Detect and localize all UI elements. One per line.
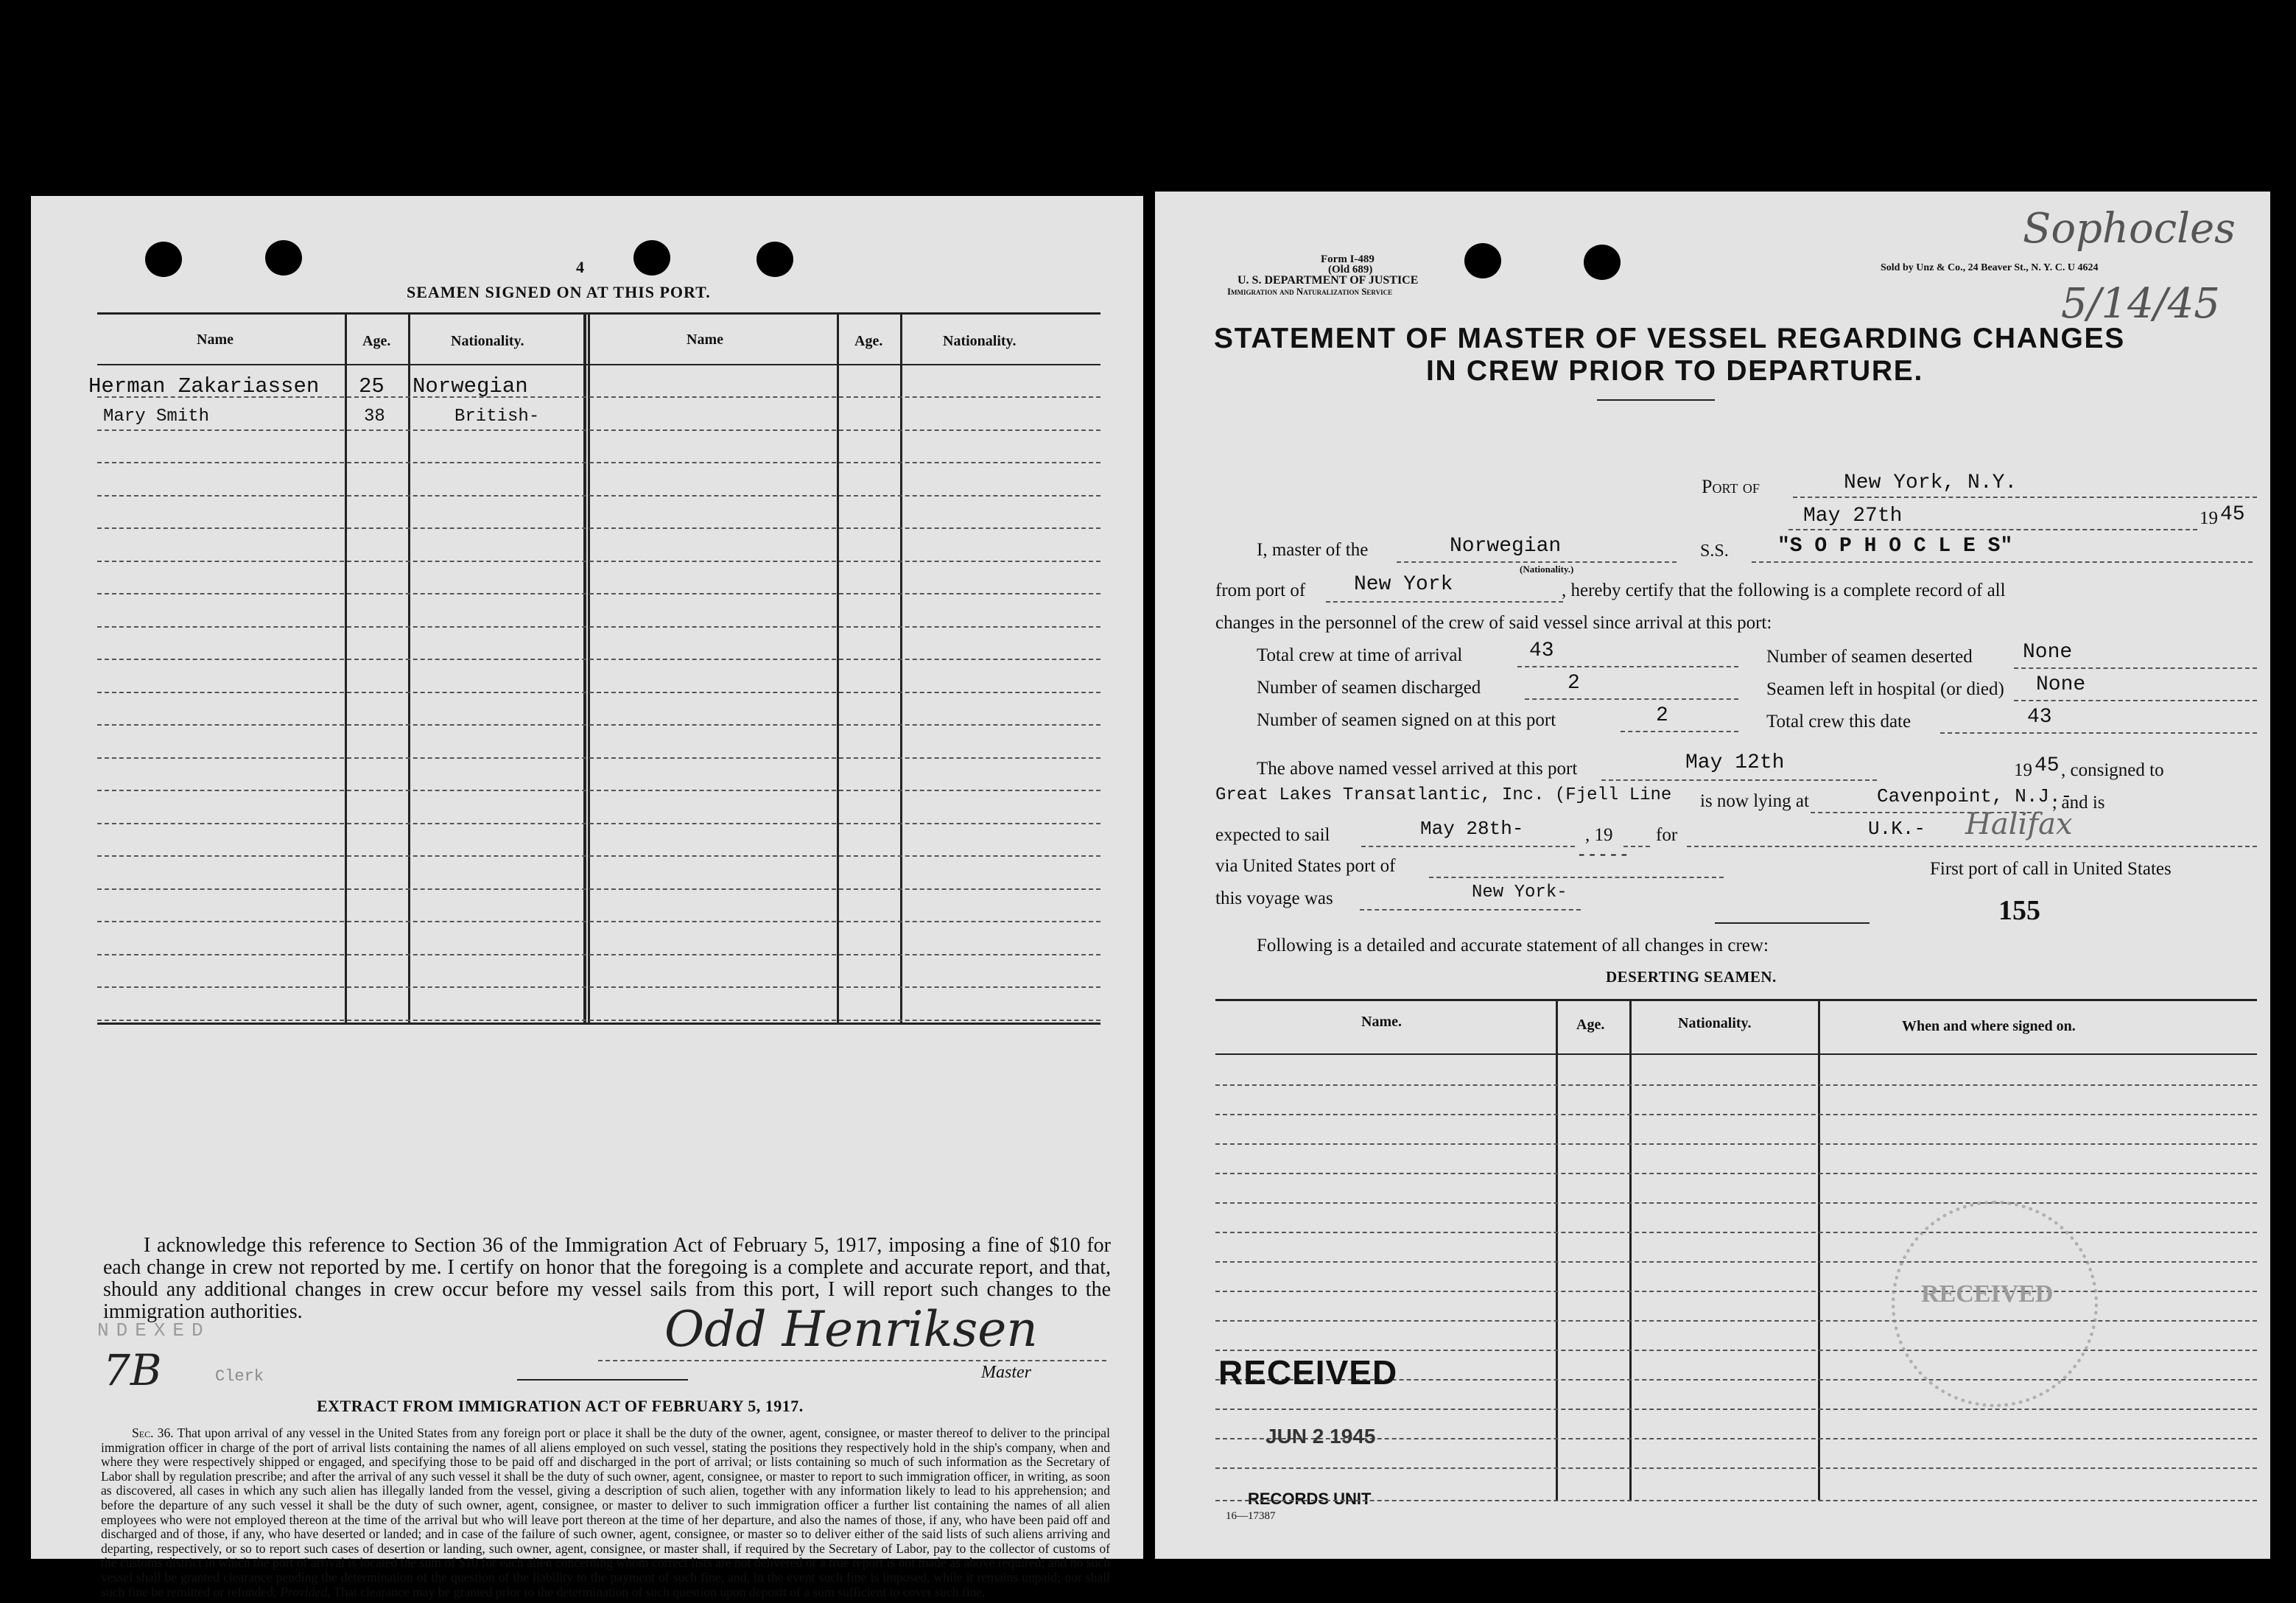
punch-hole [633,240,670,276]
column-divider [1629,1000,1632,1500]
received-date: JUN 2 1945 [1265,1425,1376,1448]
via-value: ----- [1576,846,1630,866]
acknowledgement-text: I acknowledge this reference to Section 36 of the Immigration Act of February 5, 1917, imposing a fine of $10 for each change in crew not reported by me. I certify on honor that the foregoing is a complete and accurate report, and that, should any additional changes in crew occur before my vessel sails from this port, I will report such changes to the immigration authorities. [103,1234,1111,1323]
column-divider [1556,1000,1558,1500]
punch-hole [756,242,793,277]
field-line [1429,877,1724,878]
field-line [1687,846,2257,847]
first-port-label: First port of call in United States [1930,859,2172,879]
column-divider [588,314,590,1023]
handwritten-vessel-name: Sophocles [2023,205,2236,253]
punch-hole [1584,245,1621,280]
table-top-rule [1215,999,2257,1001]
table-row-nationality: British- [454,407,540,427]
punch-hole [145,242,182,277]
row-rule [97,724,1100,726]
column-divider [583,314,586,1023]
round-stamp-text: RECEIVED [1921,1280,2054,1308]
column-header-age: Age. [362,333,391,349]
arrived-year: 45 [2035,754,2060,777]
arrived-label: The above named vessel arrived at this port [1257,759,1578,779]
form-old-number: (Old 689) [1328,264,1373,276]
divider [1715,922,1870,924]
field-line [2014,667,2257,669]
field-line [1525,698,1738,700]
row-rule [1215,1173,2257,1174]
row-rule [97,561,1100,562]
row-rule [97,823,1100,824]
table-row-name: Mary Smith [103,407,210,427]
section-body: That upon arrival of any vessel in the United States from any foreign port or place it shall be the duty of the owner, agent, consignee, or master thereof to deliver to the principal immigration officer in charge of the port of arrival lists containing the names of all aliens employed on such vessel, stating the positions they respectively hold in the ship's company, when and where they were respectively shipped or engaged, and specifying those to be paid off and discharged in the port of arrival; or lists containing so much of such information as the Secretary of Labor shall by regulation prescribe; and after the arrival of any such vessel it shall be the duty of such owner, agent, consignee, or master to report to such immigration officer, in writing, as soon as discovered, all cases in which any such alien has illegally landed from the vessel, giving a description of such alien, together with any information likely to lead to his apprehension; and before the departure of any such vessel it shall be the duty of such owner, agent, consignee, or master to deliver to such immigration officer a further list containing the names of all alien employees who were not employed thereon at the time of the arrival but who will leave port thereon at the time of her departure, and also the names of those, if any, who have been paid off and discharged and of those, if any, who have deserted or landed; and in case of the failure of such owner, agent, consignee, or master so to deliver either of the said lists of such aliens arriving and departing, respectively, or so to report such cases of desertion or landing, such owner, agent, consignee, or master shall, if required by the Secretary of Labor, pay to the collector of customs of the customs district in which the port of arrival is located the sum of $10 for each alien concerning whom correct lists are not delivered or a true report is not made as above required; and no such vessel shall be granted clearance pending the determination of the question of the liability to the payment of such fine, and, in the event such fine is imposed, while it remains unpaid; nor shall such fine be remitted or refunded; [101,1425,1110,1599]
printer-imprint: Sold by Unz & Co., 24 Beaver St., N. Y. C. U 4624 [1881,262,2099,273]
row-rule [1215,1409,2257,1410]
total-crew-date-label: Total crew this date [1766,712,1911,732]
table-bottom-rule [97,1023,1100,1025]
port-value: New York, N.Y. [1844,471,2018,494]
following-text: Following is a detailed and accurate statement of all changes in crew: [1257,936,1769,955]
department-name: U. S. DEPARTMENT OF JUSTICE [1237,274,1419,287]
voyage-label: this voyage was [1215,888,1333,908]
master-label: Master [981,1363,1031,1382]
column-header-age: Age. [1576,1017,1605,1033]
row-rule [97,429,1100,431]
row-rule [1215,1350,2257,1351]
hospital-label: Seamen left in hospital (or died) [1766,679,2004,699]
row-rule [1215,1202,2257,1204]
file-number: 155 [1998,895,2040,926]
table-row-age: 25 [359,374,385,399]
column-header-nationality: Nationality. [451,333,524,349]
row-rule [97,1020,1100,1021]
table-top-rule [97,312,1100,315]
table-header-rule [97,364,1100,365]
field-line [1621,731,1738,732]
voyage-value: New York- [1472,883,1567,902]
nationality-value: Norwegian [1450,535,1562,558]
discharged-label: Number of seamen discharged [1257,678,1481,698]
consigned-label: , consigned to [2061,760,2164,780]
form-title-line2: IN CREW PRIOR TO DEPARTURE. [1426,355,1923,387]
form-title-line1: STATEMENT OF MASTER OF VESSEL REGARDING CHANGES [1214,323,2125,354]
provided-label: Provided, [280,1584,331,1599]
row-rule [97,954,1100,955]
total-crew-date-value: 43 [2027,706,2052,729]
from-port-value: New York [1354,573,1453,596]
signature-line [598,1360,1106,1361]
column-divider [900,314,902,1023]
comma-year-label: , 19 [1585,825,1613,845]
row-rule [97,527,1100,529]
row-rule [97,790,1100,791]
row-rule [1215,1261,2257,1263]
hospital-value: None [2036,673,2086,696]
punch-hole [265,240,302,276]
row-rule [97,593,1100,594]
column-header-name: Name [197,332,234,348]
row-rule [1215,1143,2257,1145]
certify-text: , hereby certify that the following is a complete record of all [1562,580,2006,600]
column-header-name: Name. [1361,1014,1402,1030]
total-crew-arrival-value: 43 [1529,639,1554,662]
from-port-field-line [1326,601,1563,603]
signed-on-value: 2 [1656,704,1668,727]
field-line [1517,666,1738,667]
title-rule [1597,399,1715,401]
right-page [1155,192,2270,1559]
column-divider [837,314,839,1023]
master-signature: Odd Henriksen [664,1301,1038,1358]
row-rule [97,626,1100,628]
total-crew-arrival-label: Total crew at time of arrival [1257,645,1463,665]
date-field-line [1788,529,2197,530]
for-handwritten: Halifax [1965,807,2073,841]
column-header-name: Name [687,332,723,348]
field-line [1940,732,2257,734]
field-line [1601,779,1877,781]
deserted-value: None [2023,641,2073,664]
and-is-label: , and is [2052,793,2105,813]
row-rule [97,855,1100,857]
handwritten-date: 5/14/45 [2061,280,2220,328]
column-divider [345,314,347,1023]
expected-label: expected to sail [1215,825,1330,845]
form-number: Form I-489 [1321,253,1375,265]
row-rule [1215,1232,2257,1233]
changes-text: changes in the personnel of the crew of said vessel since arrival at this port: [1215,613,1772,633]
left-page [31,196,1143,1599]
vessel-name: "S O P H O C L E S" [1777,535,2013,558]
row-rule [97,888,1100,890]
section-heading: SEAMEN SIGNED ON AT THIS PORT. [407,283,711,301]
nationality-caption: (Nationality.) [1520,564,1574,575]
field-line [2014,700,2257,701]
for-value: U.K.- [1868,818,1926,840]
divider [517,1379,688,1381]
arrived-value: May 12th [1685,751,1785,774]
provided-text: That clearance may be granted prior to the determination of such question upon deposit of a sum sufficient to cover such fine. [333,1584,986,1599]
row-rule [97,692,1100,693]
column-header-nationality: Nationality. [943,333,1017,349]
punch-hole [1464,243,1501,278]
master-of-label: I, master of the [1257,540,1369,560]
for-label: for [1656,825,1678,845]
ss-label: S.S. [1700,541,1729,561]
table-bottom-rule [1215,1500,2257,1501]
records-unit-stamp: RECORDS UNIT [1248,1490,1372,1508]
date-value: May 27th [1803,505,1903,527]
column-header-nationality: Nationality. [1678,1015,1752,1031]
year-prefix: 19 [2200,508,2218,528]
column-divider [1818,1000,1820,1500]
row-rule [97,986,1100,988]
table-header-rule [1215,1053,2257,1055]
row-rule [97,659,1100,660]
clerk-initials: 7B [103,1345,162,1395]
deserted-label: Number of seamen deserted [1766,647,1973,667]
nationality-field-line [1397,561,1677,563]
received-stamp: RECEIVED [1218,1353,1398,1392]
port-field-line [1793,497,2257,498]
lying-value: Cavenpoint, N.J.- [1877,785,2073,807]
table-row-nationality: Norwegian [412,374,528,399]
from-port-label: from port of [1215,580,1306,600]
row-rule [97,921,1100,922]
signed-on-label: Number of seamen signed on at this port [1257,710,1556,730]
lying-label: is now lying at [1700,791,1809,811]
row-rule [1215,1291,2257,1292]
discharged-value: 2 [1567,672,1580,695]
deserting-heading: DESERTING SEAMEN. [1606,968,1777,986]
row-rule [1215,1467,2257,1469]
row-rule [97,495,1100,497]
row-rule [97,757,1100,759]
clerk-label: Clerk [215,1367,264,1386]
printer-code: 16—17387 [1226,1510,1276,1522]
section-label: Sec. 36. [132,1425,174,1440]
service-name: Immigration and Naturalization Service [1227,286,1393,297]
via-label: via United States port of [1215,856,1396,876]
table-row-age: 38 [364,407,385,427]
consignee-value: Great Lakes Transatlantic, Inc. (Fjell Line [1215,785,1672,805]
field-line [1361,846,1575,847]
indexed-stamp: NDEXED [97,1319,211,1341]
table-row-name: Herman Zakariassen [88,374,320,399]
port-label: Port of [1702,476,1760,497]
year-prefix: 19 [2014,760,2032,780]
column-divider [408,314,410,1023]
row-rule [1215,1320,2257,1322]
row-rule [1215,1084,2257,1086]
page-number: 4 [576,258,584,276]
column-header-age: Age. [854,333,883,349]
row-rule [97,462,1100,463]
column-header-when-where: When and where signed on. [1902,1018,2076,1034]
vessel-field-line [1752,561,2253,563]
expected-value: May 28th- [1420,818,1524,840]
field-line [1360,909,1581,911]
section-36-text [101,1426,1110,1599]
year-value: 45 [2220,503,2245,526]
row-rule [1215,1114,2257,1115]
extract-heading: EXTRACT FROM IMMIGRATION ACT OF FEBRUARY 5, 1917. [317,1397,804,1415]
